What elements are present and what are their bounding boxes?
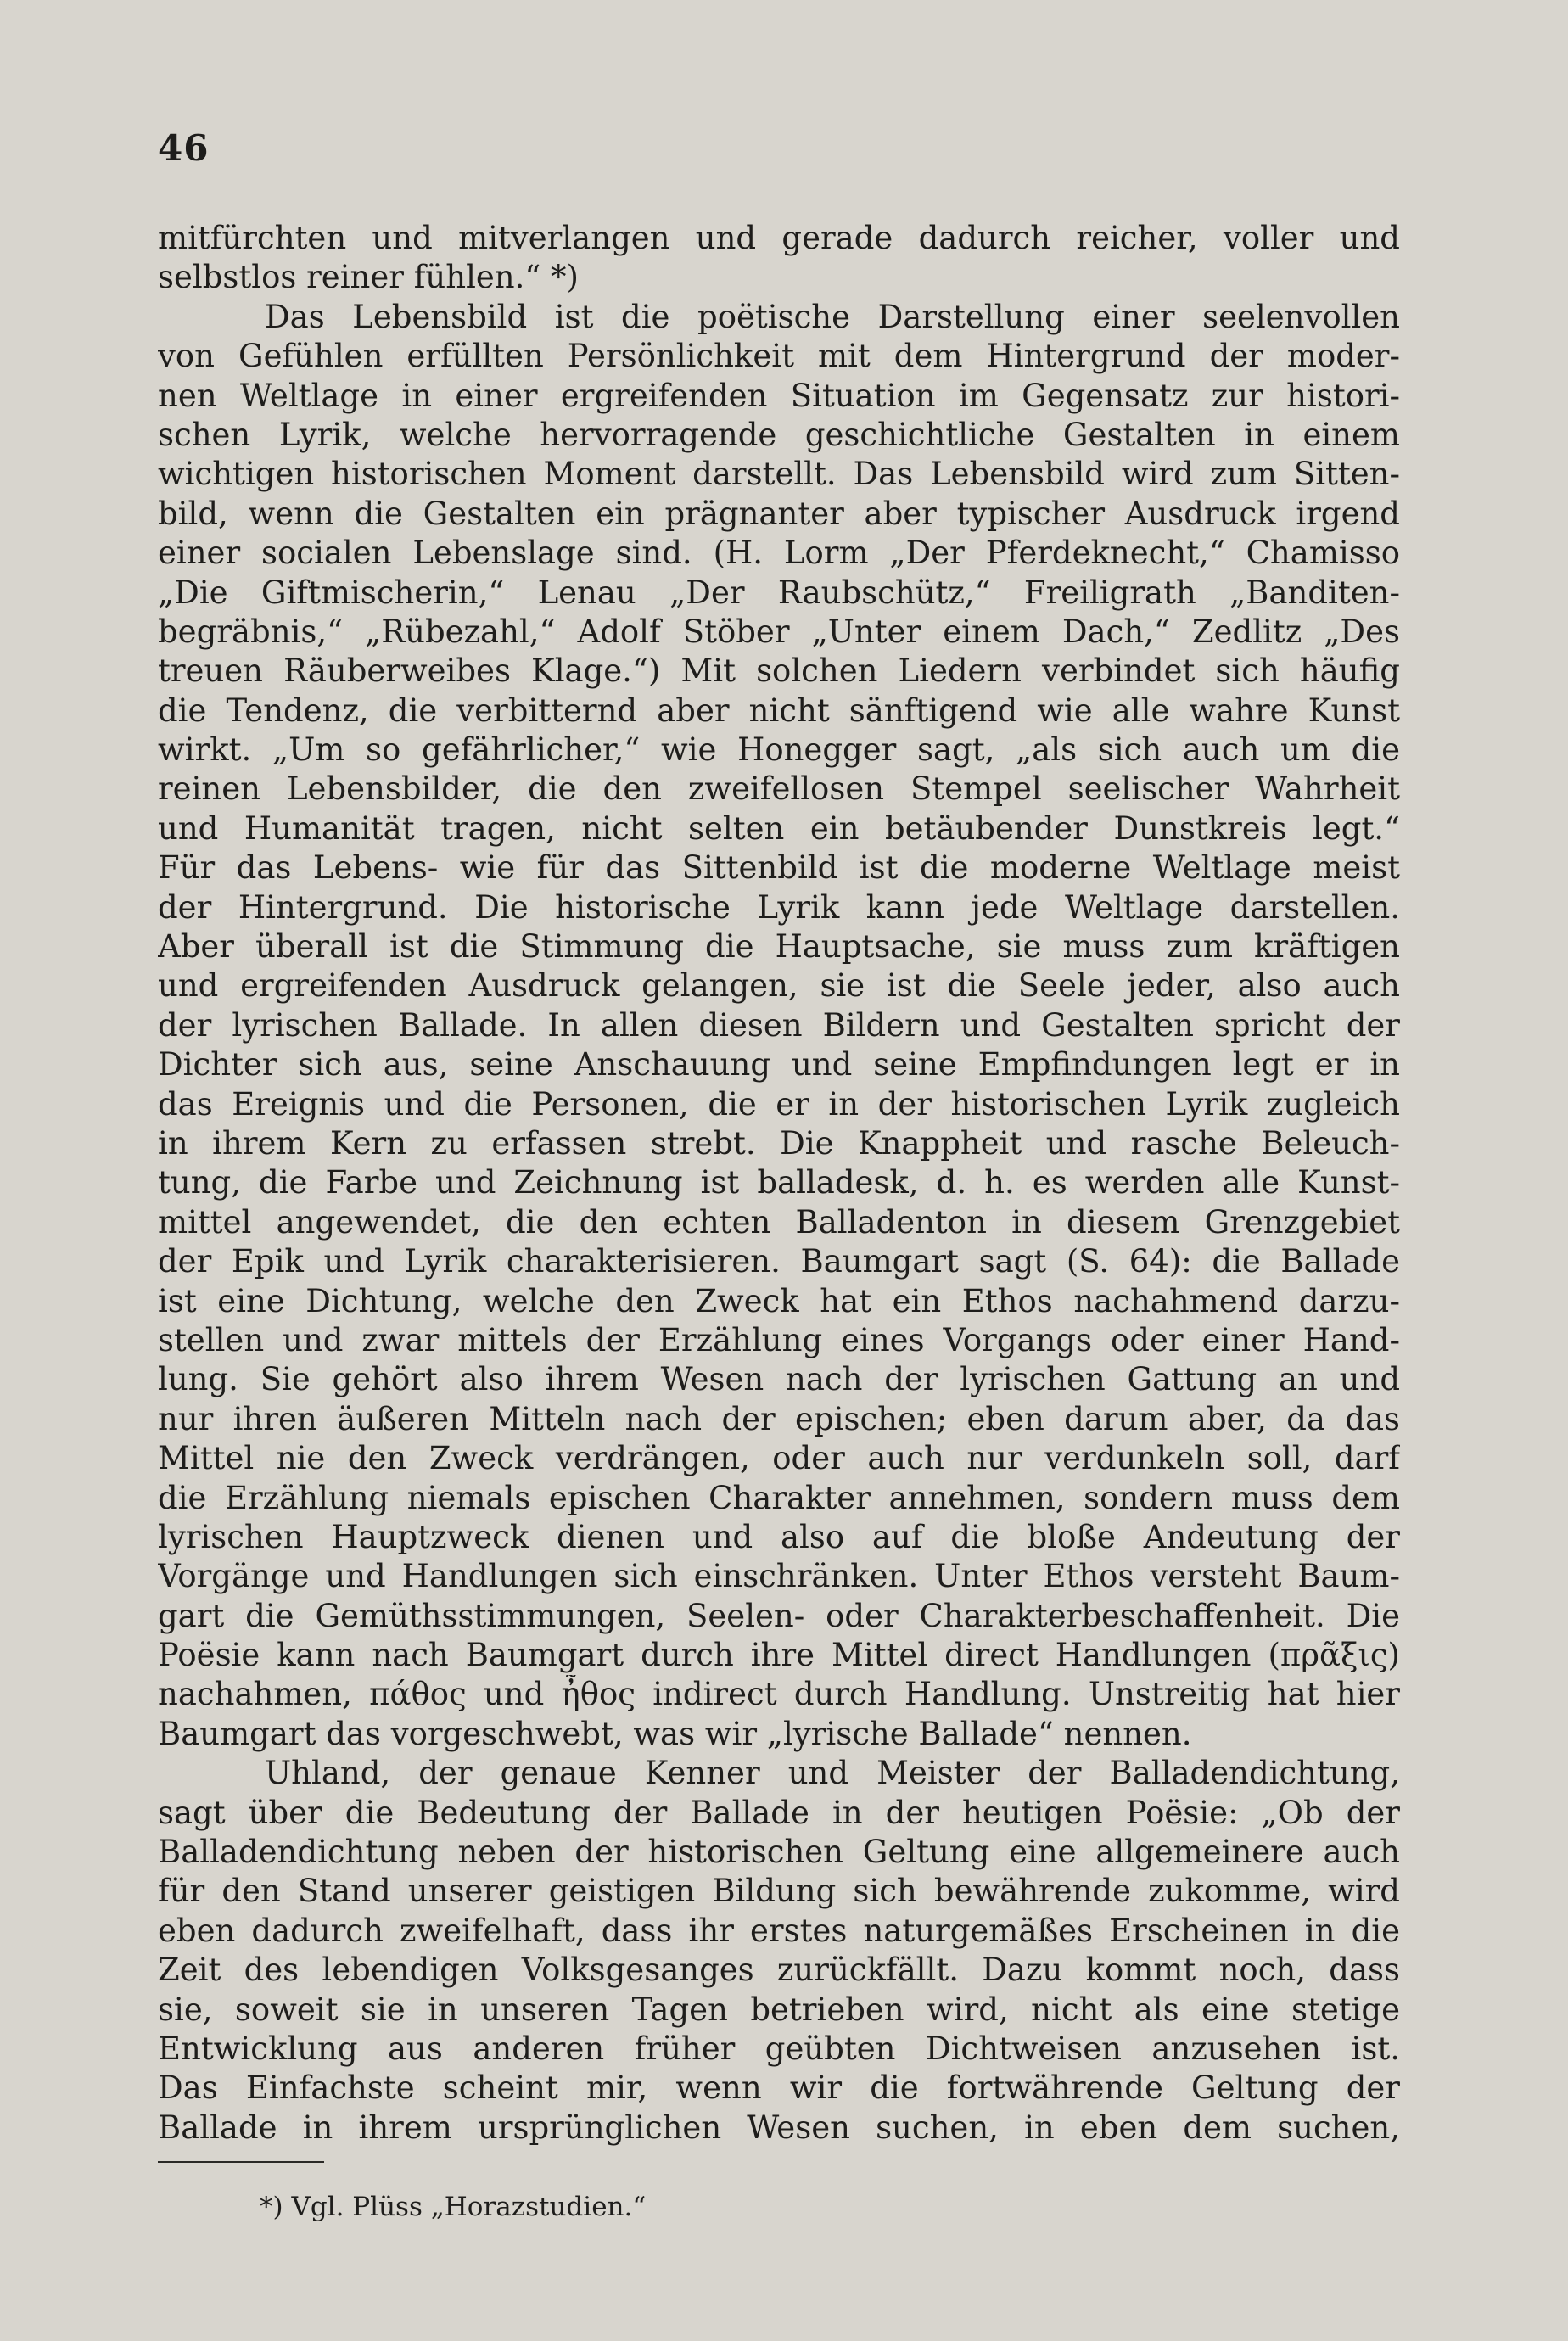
text-line: sagt über die Bedeutung der Ballade in der heutigen Poësie: „Ob der [158,1794,1400,1831]
footnote: *) Vgl. Plüss „Horazstudien.“ [260,2192,647,2222]
text-line: sie, soweit sie in unseren Tagen betrieben wird, nicht als eine stetige [158,1991,1400,2028]
text-line: und Humanität tragen, nicht selten ein betäubender Dunstkreis legt.“ [158,809,1400,847]
text-line: wirkt. „Um so gefährlicher,“ wie Honegger sagt, „als sich auch um die [158,731,1400,769]
text-line: mitfürchten und mitverlangen und gerade dadurch reicher, voller und [158,220,1400,256]
text-line: Uhland, der genaue Kenner und Meister der Balladendichtung, [265,1755,1400,1792]
text-line: Das Lebensbild ist die poëtische Darstellung einer seelenvollen [265,298,1400,335]
text-line: Aber überall ist die Stimmung die Hauptsache, sie muss zum kräftigen [158,928,1400,966]
text-line: das Ereignis und die Personen, die er in der historischen Lyrik zugleich [158,1085,1400,1123]
text-line: nur ihren äußeren Mitteln nach der epischen; eben darum aber, da das [158,1400,1400,1437]
text-line: lung. Sie gehört also ihrem Wesen nach der lyrischen Gattung an und [158,1361,1400,1398]
page-number: 46 [158,127,210,169]
text-line: der Hintergrund. Die historische Lyrik kann jede Weltlage darstellen. [158,888,1400,926]
text-line: der Epik und Lyrik charakterisieren. Baumgart sagt (S. 64): die Ballade [158,1243,1400,1280]
text-line: stellen und zwar mittels der Erzählung eines Vorgangs oder einer Hand- [158,1321,1400,1358]
text-line: der lyrischen Ballade. In allen diesen Bildern und Gestalten spricht der [158,1006,1400,1044]
footnote-divider [158,2161,324,2163]
text-line: Entwicklung aus anderen früher geübten Dichtweisen anzusehen ist. [158,2030,1400,2067]
text-line: Mittel nie den Zweck verdrängen, oder auch nur verdunkeln soll, darf [158,1440,1400,1477]
text-line: Für das Lebens- wie für das Sittenbild ist die moderne Weltlage meist [158,849,1400,887]
text-line: begräbnis,“ „Rübezahl,“ Adolf Stöber „Unter einem Dach,“ Zedlitz „Des [158,613,1400,650]
text-line: die Tendenz, die verbitternd aber nicht sänftigend wie alle wahre Kunst [158,692,1400,729]
text-line: Baumgart das vorgeschwebt, was wir „lyrische Ballade“ nennen. [158,1715,1192,1752]
text-line: reinen Lebensbilder, die den zweifellosen Stempel seelischer Wahrheit [158,770,1400,808]
text-line: mittel angewendet, die den echten Balladenton in diesem Grenzgebiet [158,1203,1400,1241]
text-line: „Die Giftmischerin,“ Lenau „Der Raubschütz,“ Freiligrath „Banditen- [158,574,1400,611]
body-text [158,219,1400,2148]
text-line: Poësie kann nach Baumgart durch ihre Mittel direct Handlungen (πρᾶξις) [158,1637,1400,1674]
text-line: die Erzählung niemals epischen Charakter annehmen, sondern muss dem [158,1479,1400,1516]
text-line: Zeit des lebendigen Volksgesanges zurückfällt. Dazu kommt noch, dass [158,1952,1400,1989]
text-line: wichtigen historischen Moment darstellt. Das Lebensbild wird zum Sitten- [158,456,1400,493]
text-line: schen Lyrik, welche hervorragende geschichtliche Gestalten in einem [158,416,1400,453]
text-line: gart die Gemüthsstimmungen, Seelen- oder Charakterbeschaffenheit. Die [158,1597,1400,1634]
text-line: von Gefühlen erfüllten Persönlichkeit mit dem Hintergrund der moder- [158,338,1400,375]
text-line: tung, die Farbe und Zeichnung ist balladesk, d. h. es werden alle Kunst- [158,1164,1400,1201]
text-line: Vorgänge und Handlungen sich einschränken. Unter Ethos versteht Baum- [158,1558,1400,1595]
text-line: eben dadurch zweifelhaft, dass ihr erstes naturgemäßes Erscheinen in die [158,1912,1400,1949]
text-line: nachahmen, πάθος und ἦθος indirect durch Handlung. Unstreitig hat hier [158,1676,1400,1713]
text-line: Dichter sich aus, seine Anschauung und seine Empfindungen legt er in [158,1046,1400,1084]
text-line: für den Stand unserer geistigen Bildung sich bewährende zukomme, wird [158,1873,1400,1910]
text-line: selbstlos reiner fühlen.“ *) [158,259,579,296]
text-line: Ballade in ihrem ursprünglichen Wesen suchen, in eben dem suchen, [158,2109,1400,2146]
text-line: in ihrem Kern zu erfassen strebt. Die Knappheit und rasche Beleuch- [158,1124,1400,1162]
text-line: treuen Räuberweibes Klage.“) Mit solchen Liedern verbindet sich häufig [158,652,1400,690]
text-line: Das Einfachste scheint mir, wenn wir die fortwährende Geltung der [158,2069,1400,2107]
text-line: nen Weltlage in einer ergreifenden Situation im Gegensatz zur histori- [158,377,1400,414]
text-line: Balladendichtung neben der historischen Geltung eine allgemeinere auch [158,1834,1400,1871]
text-line: einer socialen Lebenslage sind. (H. Lorm „Der Pferdeknecht,“ Chamisso [158,535,1400,572]
text-line: ist eine Dichtung, welche den Zweck hat ein Ethos nachahmend darzu- [158,1282,1400,1319]
text-line: lyrischen Hauptzweck dienen und also auf die bloße Andeutung der [158,1518,1400,1555]
text-line: und ergreifenden Ausdruck gelangen, sie ist die Seele jeder, also auch [158,967,1400,1005]
text-line: bild, wenn die Gestalten ein prägnanter aber typischer Ausdruck irgend [158,495,1400,532]
